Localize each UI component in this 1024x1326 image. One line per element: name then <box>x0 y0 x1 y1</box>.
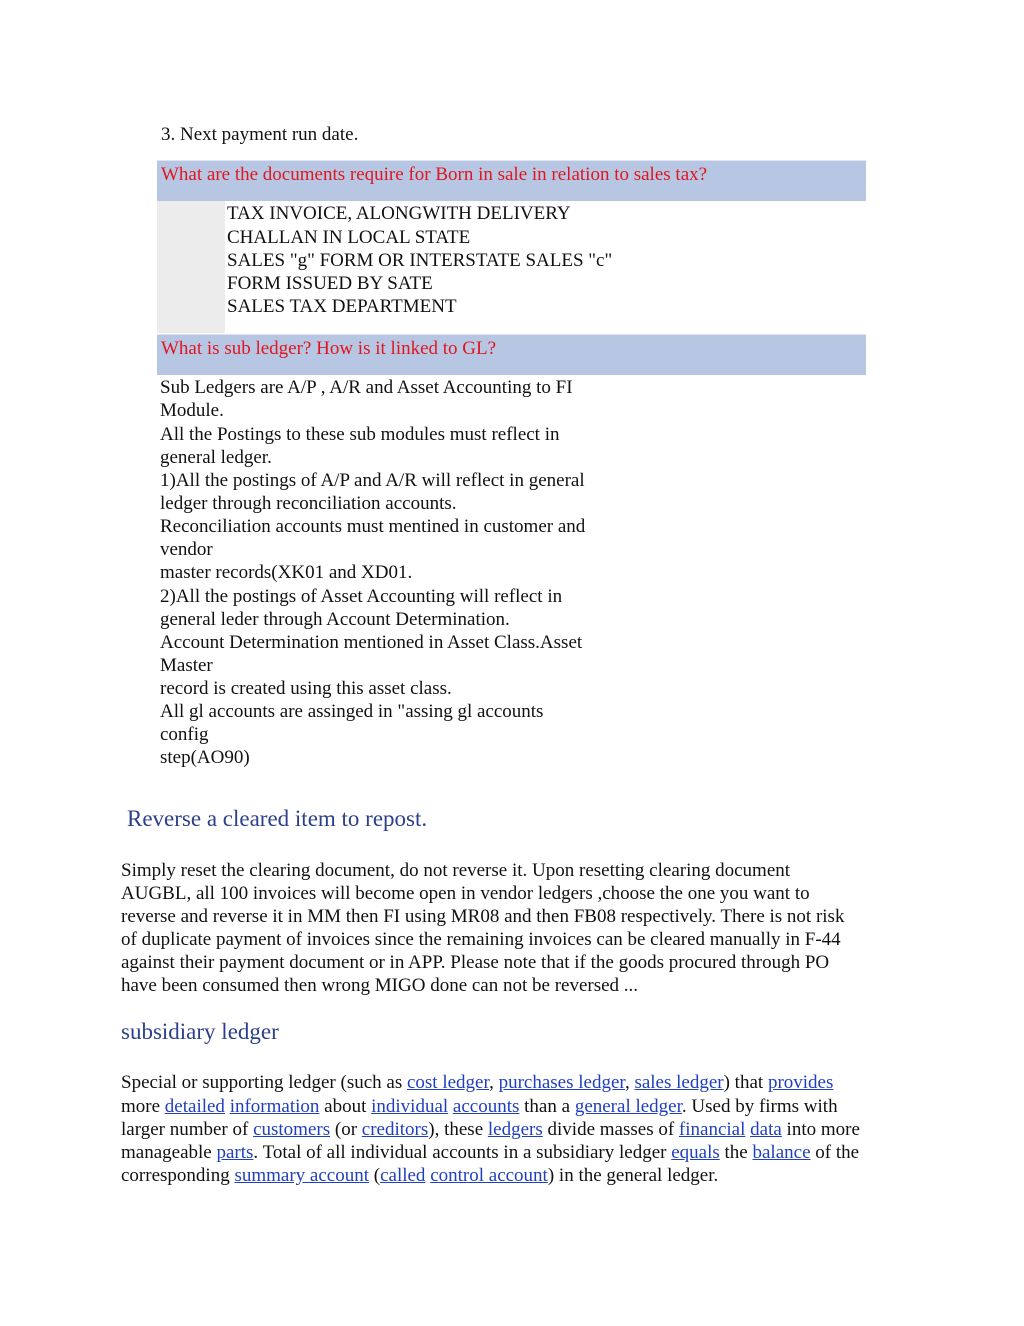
link-balance[interactable]: balance <box>752 1142 811 1163</box>
link-sales-ledger[interactable]: sales ledger <box>634 1072 724 1093</box>
link-parts[interactable]: parts <box>216 1142 254 1163</box>
paragraph-line <box>121 1071 833 1094</box>
text-run: divide masses of <box>542 1119 679 1140</box>
paragraph-line <box>121 1141 859 1164</box>
answer-2-line: general leder through Account Determination. <box>160 609 510 630</box>
text-run: about <box>319 1096 372 1117</box>
paragraph-line: reverse and reverse it in MM then FI using MR08 and then FB08 respectively. There is not risk <box>121 906 845 927</box>
link-provides[interactable]: provides <box>767 1072 834 1093</box>
text-run: , <box>624 1072 635 1093</box>
answer-1-line: FORM ISSUED BY SATE <box>227 273 433 294</box>
answer-1-left-cell <box>157 201 225 333</box>
answer-2-line: Module. <box>160 400 224 421</box>
text-run: . Used by firms with <box>681 1096 838 1117</box>
link-ledgers[interactable]: ledgers <box>487 1119 543 1140</box>
answer-2-line: 2)All the postings of Asset Accounting will reflect in <box>160 586 563 607</box>
paragraph-line: AUGBL, all 100 invoices will become open in vendor ledgers ,choose the one you want to <box>121 883 810 904</box>
text-run: ) in the general ledger. <box>547 1165 719 1186</box>
paragraph-line <box>121 1095 838 1118</box>
paragraph-line: have been consumed then wrong MIGO done can not be reversed ... <box>121 975 639 996</box>
text-run: into more <box>781 1119 860 1140</box>
text-run: ( <box>369 1165 381 1186</box>
answer-2-line: step(AO90) <box>160 747 250 768</box>
paragraph-line <box>121 1118 860 1141</box>
link-equals[interactable]: equals <box>671 1142 720 1163</box>
text-run: . Total of all individual accounts in a subsidiary ledger <box>253 1142 672 1163</box>
link-detailed[interactable]: detailed <box>164 1096 225 1117</box>
text-run: , <box>489 1072 499 1093</box>
answer-1-line: SALES TAX DEPARTMENT <box>227 296 457 317</box>
text-run: the <box>719 1142 753 1163</box>
text-run: corresponding <box>121 1165 235 1186</box>
section-heading-subsidiary-ledger: subsidiary ledger <box>121 1019 279 1044</box>
link-summary-account[interactable]: summary account <box>234 1165 369 1186</box>
answer-2-line: master records(XK01 and XD01. <box>160 562 413 583</box>
section-heading-reverse: Reverse a cleared item to repost. <box>127 806 428 831</box>
text-run: than a <box>519 1096 575 1117</box>
text-run: more <box>121 1096 165 1117</box>
paragraph-line: of duplicate payment of invoices since the remaining invoices can be cleared manually in F-44 <box>121 929 841 950</box>
text-run: of the <box>810 1142 860 1163</box>
text-run: Special or supporting ledger (such as <box>121 1072 407 1093</box>
link-called[interactable]: called <box>380 1165 426 1186</box>
answer-2-line: Account Determination mentioned in Asset Class.Asset <box>160 632 583 653</box>
link-information[interactable]: information <box>229 1096 320 1117</box>
link-data[interactable]: data <box>750 1119 782 1140</box>
link-accounts[interactable]: accounts <box>452 1096 520 1117</box>
question-1: What are the documents require for Born in sale in relation to sales tax? <box>161 164 708 185</box>
paragraph-line: against their payment document or in APP. Please note that if the goods procured through PO <box>121 952 830 973</box>
link-customers[interactable]: customers <box>253 1119 331 1140</box>
answer-2-line: Master <box>160 655 213 676</box>
answer-2-line: general ledger. <box>160 447 272 468</box>
text-run: ) that <box>723 1072 768 1093</box>
text-run: ), these <box>428 1119 488 1140</box>
answer-2-line: All gl accounts are assinged in "assing gl accounts <box>160 701 544 722</box>
paragraph-line <box>121 1164 718 1187</box>
text-run: (or <box>330 1119 362 1140</box>
answer-2-line: config <box>160 724 209 745</box>
answer-2-line: All the Postings to these sub modules must reflect in <box>160 424 560 445</box>
link-cost-ledger[interactable]: cost ledger <box>406 1072 490 1093</box>
answer-2-line: record is created using this asset class. <box>160 678 452 699</box>
link-individual[interactable]: individual <box>371 1096 449 1117</box>
text-run: larger number of <box>121 1119 254 1140</box>
answer-2-line: 1)All the postings of A/P and A/R will reflect in general <box>160 470 585 491</box>
link-creditors[interactable]: creditors <box>361 1119 429 1140</box>
intro-line: 3. Next payment run date. <box>161 124 359 145</box>
text-run: manageable <box>121 1142 217 1163</box>
answer-1-line: SALES "g" FORM OR INTERSTATE SALES "c" <box>227 250 613 271</box>
answer-2-line: Sub Ledgers are A/P , A/R and Asset Accounting to FI <box>160 377 573 398</box>
paragraph-line: Simply reset the clearing document, do not reverse it. Upon resetting clearing document <box>121 860 791 881</box>
question-2: What is sub ledger? How is it linked to GL? <box>161 338 497 359</box>
link-general-ledger[interactable]: general ledger <box>574 1096 682 1117</box>
answer-1-line: TAX INVOICE, ALONGWITH DELIVERY <box>227 203 571 224</box>
answer-2-line: Reconciliation accounts must mentined in customer and <box>160 516 586 537</box>
answer-2-line: vendor <box>160 539 213 560</box>
answer-1-line: CHALLAN IN LOCAL STATE <box>227 227 471 248</box>
answer-2-line: ledger through reconciliation accounts. <box>160 493 457 514</box>
link-financial[interactable]: financial <box>678 1119 746 1140</box>
link-purchases-ledger[interactable]: purchases ledger <box>498 1072 625 1093</box>
link-control-account[interactable]: control account <box>430 1165 548 1186</box>
